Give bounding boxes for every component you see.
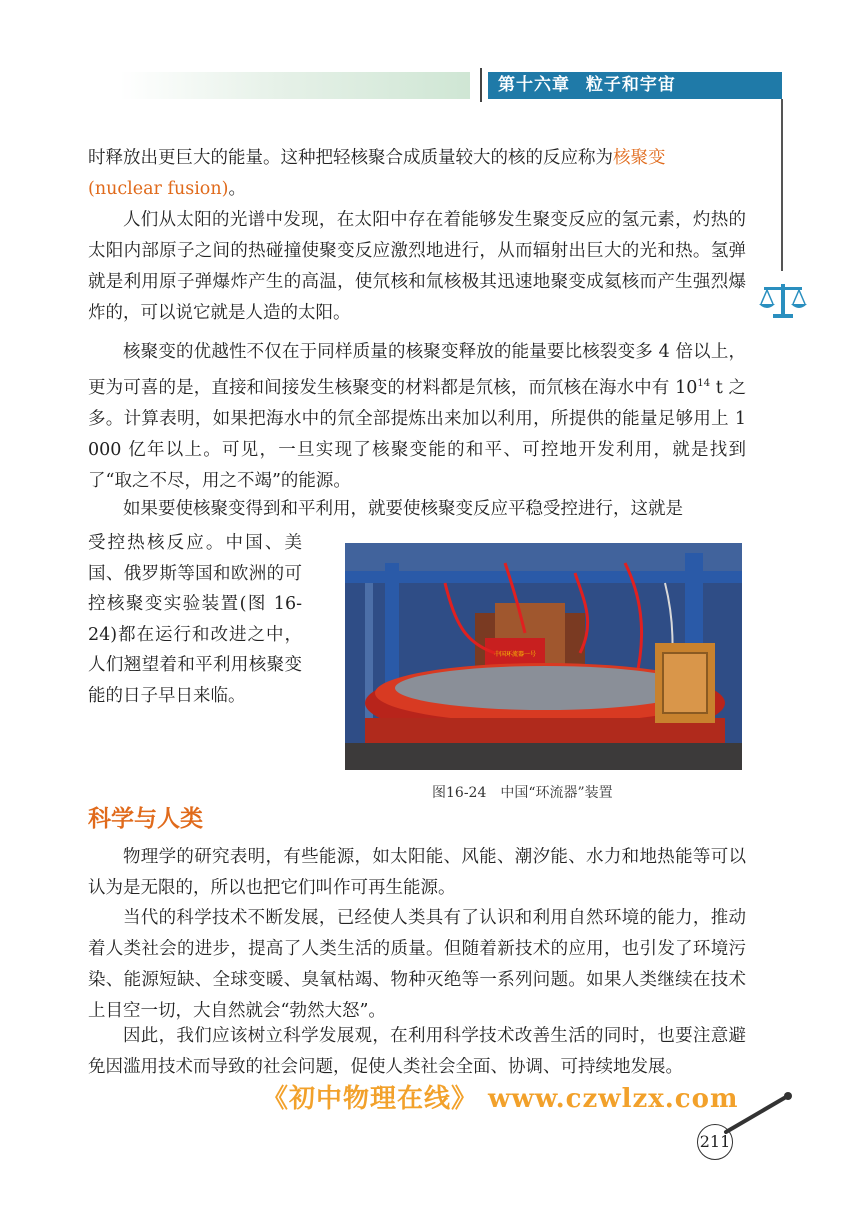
section-title: 科学与人类 bbox=[88, 806, 203, 832]
header-gradient bbox=[120, 72, 470, 99]
text-run: 。 bbox=[228, 179, 246, 199]
device-sign: 中国环流器一号 bbox=[493, 651, 537, 658]
chapter-title: 粒子和宇宙 bbox=[585, 75, 676, 95]
figure-tokamak-photo bbox=[345, 543, 742, 770]
text-run: 核聚变的优越性不仅在于同样质量的核聚变释放的能量要比核裂变多 4 倍以上，更为可喜的是，直接和间接发生核聚变的材料都是氘核，而氘核在海水中有 10 bbox=[88, 342, 746, 398]
paragraph-advantages bbox=[88, 337, 746, 497]
chapter-number: 第十六章 bbox=[498, 75, 570, 95]
chapter-header bbox=[488, 72, 782, 99]
text-run: t 之多。计算表明，如果把海水中的氘全部提炼出来加以利用，所提供的能量足够用上 1 000 亿年以上。可见，一旦实现了核聚变能的和平、可控地开发利用，就是找到了“取之不尽，用之不竭”的能源。 bbox=[88, 377, 746, 491]
paragraph-controlled-fusion-wrap: 受控热核反应。中国、美国、俄罗斯等国和欧洲的可控核聚变实验装置(图 16-24)都在运行和改进之中，人们翘望着和平利用核聚变能的日子早日来临。 bbox=[88, 533, 302, 706]
tokamak-illustration bbox=[345, 543, 742, 770]
superscript: 14 bbox=[697, 378, 711, 389]
figure-caption: 图16-24 中国“环流器”装置 bbox=[432, 785, 613, 801]
page-number: 211 bbox=[697, 1124, 733, 1160]
watermark: 《初中物理在线》 www.czwlzx.com bbox=[262, 1084, 739, 1114]
paragraph-fusion-definition bbox=[88, 143, 746, 205]
paragraph-technology-impact: 当代的科学技术不断发展，已经使人类具有了认识和利用自然环境的能力，推动着人类社会的进步，提高了人类生活的质量。但随着新技术的应用，也引发了环境污染、能源短缺、全球变暖、臭氧枯竭、物种灭绝等一系列问题。如果人类继续在技术上目空一切，大自然就会“勃然大怒”。 bbox=[88, 908, 746, 1021]
paragraph-sustainable-development: 因此，我们应该树立科学发展观，在利用科学技术改善生活的同时，也要注意避免因滥用技术而导致的社会问题，促使人类社会全面、协调、可持续地发展。 bbox=[88, 1026, 746, 1077]
paragraph-controlled-fusion: 如果要使核聚变得到和平利用，就要使核聚变反应平稳受控进行，这就是 bbox=[123, 499, 683, 519]
scales-icon bbox=[758, 280, 808, 320]
header-divider bbox=[480, 68, 482, 102]
paragraph-renewable-energy: 物理学的研究表明，有些能源，如太阳能、风能、潮汐能、水力和地热能等可以认为是无限的，所以也把它们叫作可再生能源。 bbox=[88, 847, 746, 898]
text-run: 时释放出更巨大的能量。这种把轻核聚合成质量较大的核的反应称为 bbox=[88, 148, 613, 168]
term-nuclear-fusion-en: (nuclear fusion) bbox=[88, 179, 229, 199]
paragraph-sun: 人们从太阳的光谱中发现，在太阳中存在着能够发生聚变反应的氢元素，灼热的太阳内部原子之间的热碰撞使聚变反应激烈地进行，从而辐射出巨大的光和热。氢弹就是利用原子弹爆炸产生的高温，使氘核和氚核极其迅速地聚变成氦核而产生强烈爆炸的，可以说它就是人造的太阳。 bbox=[88, 210, 746, 323]
margin-rule bbox=[781, 99, 783, 271]
term-nuclear-fusion: 核聚变 bbox=[613, 148, 666, 168]
